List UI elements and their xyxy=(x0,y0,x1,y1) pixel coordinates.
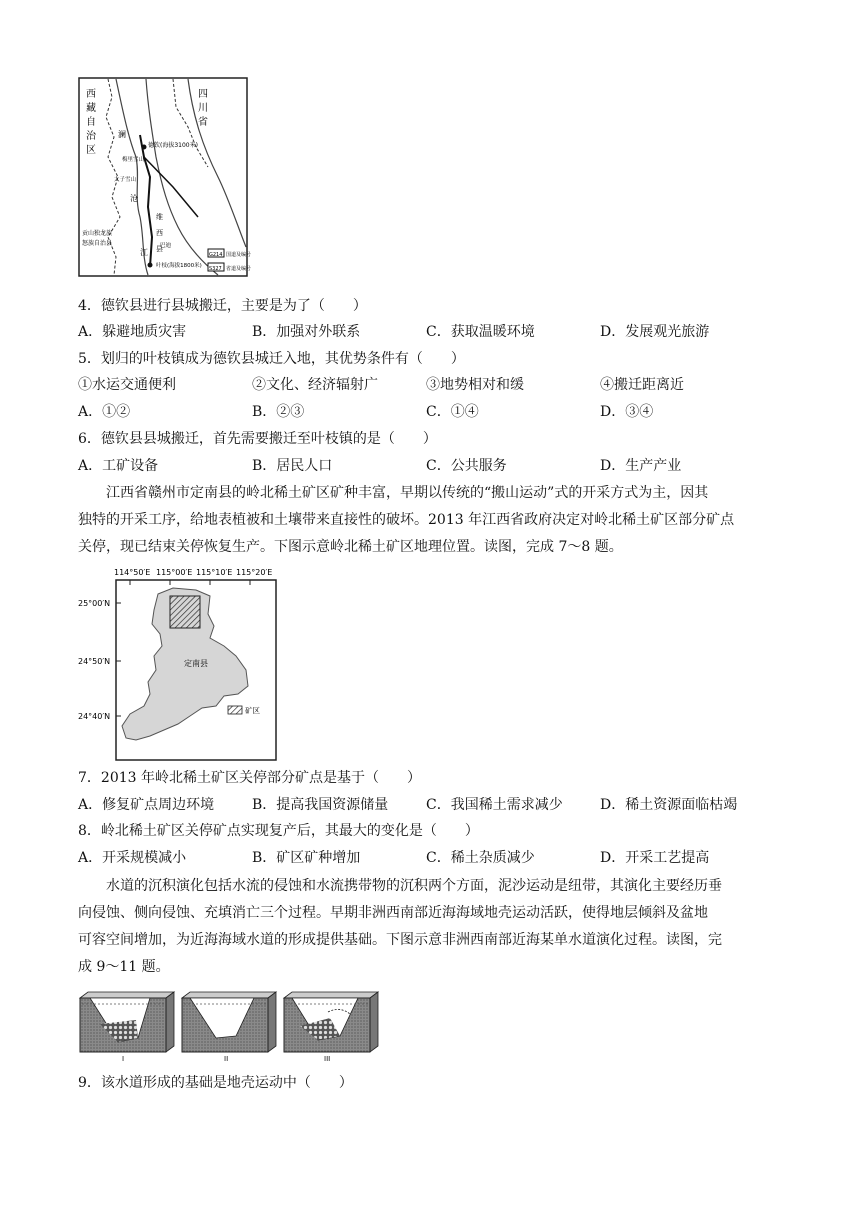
q9-stem: 9．该水道形成的基础是地壳运动中（ ） xyxy=(78,1075,353,1091)
q5-option-a: A．①② xyxy=(78,404,131,420)
map1-label-sichuan-3: 省 xyxy=(198,117,208,128)
map-dingnan-svg xyxy=(78,566,278,762)
q5-option-b: B．②③ xyxy=(252,404,305,420)
passage3-line2: 向侵蚀、侧向侵蚀、充填消亡三个过程。早期非洲西南部近海海域地壳运动活跃，使得地层倾斜及盆地 xyxy=(78,905,708,921)
map1-label-tibet-1: 西 xyxy=(86,89,96,100)
map1-label-taizi: 太子雪山 xyxy=(114,177,137,183)
legend-mining-swatch xyxy=(228,706,242,714)
passage2-line1: 江西省赣州市定南县的岭北稀土矿区矿种丰富，早期以传统的“搬山运动”式的开采方式为主，因其 xyxy=(106,485,709,501)
passage2-line3: 关停，现已结束关停恢复生产。下图示意岭北稀土矿区地理位置。读图，完成 7～8 题。 xyxy=(78,539,623,555)
q5-option-d: D．③④ xyxy=(600,404,654,420)
map1-label-gongshan-1: 贡山独龙族 xyxy=(82,230,113,237)
map1-label-weixi-3: 县 xyxy=(156,245,163,253)
map1-label-tibet-3: 自 xyxy=(86,117,96,128)
map2-lat3: 24°40′N xyxy=(78,712,111,721)
map1-label-cang: 沧 xyxy=(130,194,138,203)
map1-label-tibet-4: 治 xyxy=(86,131,96,142)
q6-option-c: C．公共服务 xyxy=(426,458,507,474)
q8-option-a: A．开采规模减小 xyxy=(78,850,187,866)
map2-lon4: 115°20′E xyxy=(236,568,273,577)
map2-legend: 矿区 xyxy=(245,706,260,715)
diagram-block-1 xyxy=(80,992,174,1052)
q7-option-c: C．我国稀土需求减少 xyxy=(426,797,563,813)
diagram-label-1: I xyxy=(122,1055,125,1063)
map1-label-jiang: 江 xyxy=(140,248,148,257)
q7-option-a: A．修复矿点周边环境 xyxy=(78,797,215,813)
diagram-label-2: II xyxy=(224,1055,229,1063)
diagram-label-3: III xyxy=(324,1055,331,1063)
legend-provincial-code: S327 xyxy=(209,266,222,272)
passage-rare-earth xyxy=(78,480,778,561)
q8-option-b: B．矿区矿种增加 xyxy=(252,850,361,866)
q5-statement-4: ④搬迁距离近 xyxy=(600,377,684,393)
q4-option-a: A．躲避地质灾害 xyxy=(78,324,187,340)
q8-option-c: C．稀土杂质减少 xyxy=(426,850,535,866)
channel-diagram-svg xyxy=(78,990,380,1062)
legend-national-code: G214 xyxy=(209,252,223,258)
q7-option-d: D．稀土资源面临枯竭 xyxy=(600,797,738,813)
map2-lon3: 115°10′E xyxy=(196,568,233,577)
channel-evolution-diagram xyxy=(78,990,380,1062)
q7-option-b: B．提高我国资源储量 xyxy=(252,797,389,813)
passage2-line2: 独特的开采工序，给地表植被和土壤带来直接性的破坏。2013 年江西省政府决定对岭北稀土矿区部分矿点 xyxy=(78,512,735,528)
q5-stem: 5．划归的叶枝镇成为德钦县城迁入地，其优势条件有（ ） xyxy=(78,351,465,367)
q6-option-a: A．工矿设备 xyxy=(78,458,159,474)
q8-stem: 8．岭北稀土矿区关停矿点实现复产后，其最大的变化是（ ） xyxy=(78,823,479,839)
map1-label-yezhi: 叶枝(海拔1800米) xyxy=(156,263,202,269)
map-deqin xyxy=(78,77,252,277)
map1-label-lan: 澜 xyxy=(118,130,126,139)
map1-label-sichuan-2: 川 xyxy=(198,103,208,114)
q8-option-d: D．开采工艺提高 xyxy=(600,850,710,866)
passage3-line4: 成 9～11 题。 xyxy=(78,959,170,975)
diagram-block-3 xyxy=(284,992,378,1052)
map2-lon2: 115°00′E xyxy=(156,568,193,577)
q6-stem: 6．德钦县县城搬迁，首先需要搬迁至叶枝镇的是（ ） xyxy=(78,431,437,447)
map2-lat2: 24°50′N xyxy=(78,657,111,666)
map1-label-weixi-1: 维 xyxy=(156,213,163,221)
map-deqin-svg xyxy=(78,77,252,277)
passage3-line1: 水道的沉积演化包括水流的侵蚀和水流携带物的沉积两个方面，泥沙运动是纽带，其演化主要经历垂 xyxy=(106,878,722,894)
map1-label-tibet-5: 区 xyxy=(86,145,96,156)
map2-lat1: 25°00′N xyxy=(78,599,111,608)
map-dingnan xyxy=(78,566,278,762)
q4-option-c: C．获取温暖环境 xyxy=(426,324,535,340)
q5-option-c: C．①④ xyxy=(426,404,479,420)
q6-option-b: B．居民人口 xyxy=(252,458,333,474)
map2-county: 定南县 xyxy=(184,659,208,668)
q4-option-b: B．加强对外联系 xyxy=(252,324,361,340)
map1-label-tibet-2: 藏 xyxy=(86,103,96,114)
q5-statement-3: ③地势相对和缓 xyxy=(426,377,524,393)
q6-option-d: D．生产产业 xyxy=(600,458,682,474)
map1-label-sichuan-1: 四 xyxy=(198,89,208,100)
diagram-block-2 xyxy=(182,992,276,1052)
passage-channel xyxy=(78,873,778,981)
map2-lon1: 114°50′E xyxy=(114,568,151,577)
legend-provincial-label: 省道及编号 xyxy=(226,266,252,272)
map1-label-deqin: 德钦(海拔3100米) xyxy=(148,142,198,149)
q5-statement-2: ②文化、经济辐射广 xyxy=(252,377,378,393)
q7-stem: 7．2013 年岭北稀土矿区关停部分矿点是基于（ ） xyxy=(78,770,421,786)
mining-area xyxy=(170,596,200,628)
q5-statement-1: ①水运交通便利 xyxy=(78,377,176,393)
map1-label-weixi-2: 西 xyxy=(156,229,163,237)
legend-national-label: 国道及编号 xyxy=(226,252,252,258)
passage3-line3: 可容空间增加，为近海海域水道的形成提供基础。下图示意非洲西南部近海某单水道演化过程。读图，完 xyxy=(78,932,722,948)
map1-label-gongshan-2: 怒族自治县 xyxy=(82,240,113,247)
q4-option-d: D．发展观光旅游 xyxy=(600,324,710,340)
map1-label-badi: 巴迪 xyxy=(160,243,172,249)
q4-stem: 4．德钦县进行县城搬迁，主要是为了（ ） xyxy=(78,298,367,314)
map1-label-meili: 梅里雪山 xyxy=(122,157,145,163)
